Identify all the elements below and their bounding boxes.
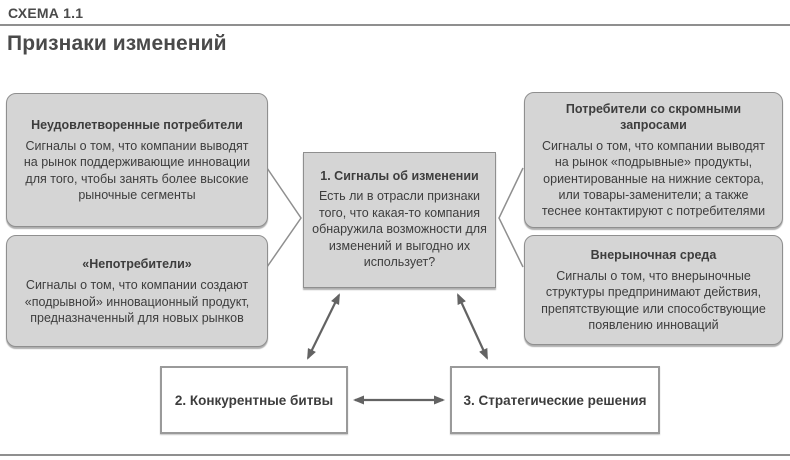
- node-label: 3. Стратегические решения: [463, 392, 647, 408]
- callout-nonconsumers: [6, 235, 268, 347]
- arrow-signals-strategic: [458, 295, 487, 358]
- figure-title: Признаки изменений: [7, 32, 227, 55]
- callout-body: Сигналы о том, что внерыночные структуры предпринимают действия, препятствующие или способствующие появлению инноваций: [541, 269, 766, 332]
- callout-unsatisfied-customers: [6, 93, 268, 227]
- node-label: 2. Конкурентные битвы: [174, 392, 334, 408]
- arrow-signals-competitive: [308, 295, 339, 358]
- node-competitive-battles: [160, 366, 348, 434]
- callout-title: Неудовлетворенные потребители: [31, 117, 243, 132]
- callout-nonmarket-environment: [524, 235, 783, 345]
- callout-title: Внерыночная среда: [590, 247, 717, 262]
- node-title: 1. Сигналы об изменении: [320, 169, 479, 184]
- callout-title: «Непотребители»: [82, 257, 192, 271]
- node-strategic-decisions: [450, 366, 660, 434]
- node-signals-of-change: [303, 152, 496, 288]
- callout-title: Потребители со скромными запросами: [565, 101, 742, 132]
- figure-kicker: СХЕМА 1.1: [8, 5, 84, 21]
- left-callout-pointer: [267, 168, 301, 267]
- callout-body: Сигналы о том, что компании создают «подрывной» инновационный продукт, предназначенный для новых рынков: [24, 278, 250, 325]
- bottom-rule: [0, 454, 790, 456]
- callout-modest-demand-customers: [524, 92, 783, 228]
- callout-body: Сигналы о том, что компании выводят на рынок поддерживающие инновации для того, чтобы занять более высокие рыночные сегменты: [23, 139, 251, 202]
- right-callout-pointer: [499, 168, 523, 267]
- callout-body: Сигналы о том, что компании выводят на рынок «подрывные» продукты, ориентированные на нижние сектора, или товары-заменители; а также теснее контактируют с потребителями: [541, 139, 766, 219]
- node-body: Есть ли в отрасли признаки того, что какая-то компания обнаружила возможности для изменений и выгодно их использует?: [312, 189, 487, 270]
- top-rule: [0, 24, 790, 26]
